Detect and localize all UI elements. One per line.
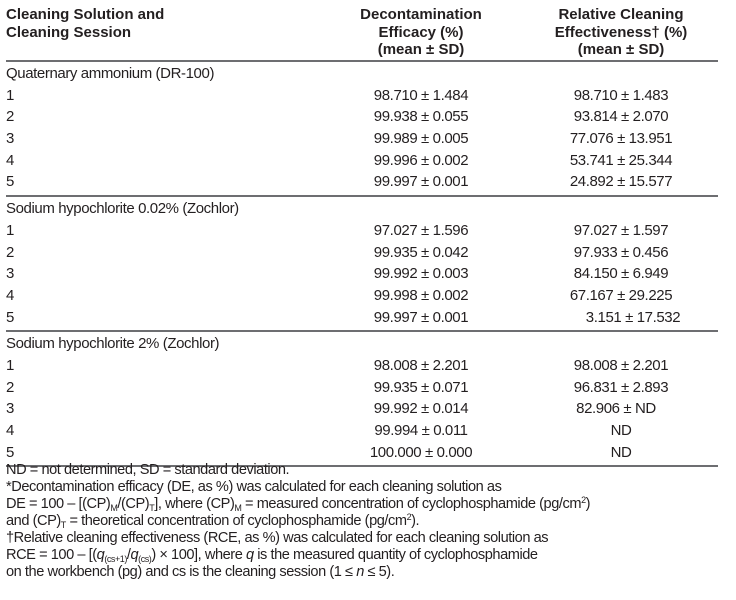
formula-text: RCE = 100 – [(	[6, 547, 97, 563]
header-text: Cleaning Session	[6, 23, 132, 41]
session-cell: 2	[6, 108, 14, 126]
table-row	[6, 377, 718, 399]
de-cell: 99.998 ± 0.002	[373, 286, 469, 304]
formula-text: /	[126, 547, 131, 563]
header-decontamination-efficacy	[316, 6, 526, 59]
table-row	[6, 106, 718, 128]
formula-text: DE = 100 – [(CP)	[6, 496, 111, 512]
header-text: (mean ± SD)	[577, 41, 665, 58]
table-group	[6, 197, 718, 330]
footnote-de-line1: *Decontamination efficacy (DE, as %) was calculated for each cleaning solution as	[6, 479, 502, 495]
table-row	[6, 220, 718, 242]
subscript: M	[110, 503, 118, 513]
table-row	[6, 263, 718, 285]
de-cell: 99.994 ± 0.011	[374, 422, 468, 439]
footnote-abbreviations: ND = not determined, SD = standard deviation.	[6, 462, 290, 478]
variable-n: n	[356, 564, 364, 580]
de-cell: 97.027 ± 1.596	[373, 221, 469, 239]
rce-cell: 24.892 ± 15.577	[569, 173, 673, 191]
session-cell: 3	[6, 400, 14, 418]
formula-text: )	[585, 496, 591, 512]
table-header	[6, 6, 718, 60]
table-row	[6, 85, 718, 107]
formula-text: and (CP)	[6, 513, 61, 529]
header-text: Efficacy (%)	[378, 23, 464, 41]
header-text: Decontamination	[360, 6, 482, 23]
formula-text: is the measured quantity of cyclophosphamide	[253, 547, 538, 563]
session-cell: 5	[6, 308, 14, 326]
table-group	[6, 62, 718, 195]
footnote-de-line2	[6, 496, 730, 513]
session-cell: 3	[6, 130, 14, 148]
formula-text: ) × 100], where	[151, 547, 246, 563]
table-row	[6, 442, 718, 464]
header-text: (mean ± SD)	[377, 41, 465, 58]
formula-text: ).	[411, 513, 420, 529]
superscript: 2	[406, 512, 412, 522]
footnote-de-line3	[6, 513, 730, 530]
session-cell: 4	[6, 286, 14, 304]
rce-cell: 3.151 ± 17.532	[585, 308, 681, 326]
table-row	[6, 307, 718, 329]
formula-text: ], where (CP)	[154, 496, 235, 512]
header-relative-cleaning-effectiveness	[516, 6, 726, 59]
rce-cell: 98.710 ± 1.483	[573, 86, 669, 104]
superscript: 2	[581, 495, 586, 505]
header-text: Effectiveness† (%)	[554, 23, 688, 41]
formula-text: on the workbench (pg) and cs is the cleaning session (1 ≤	[6, 564, 357, 580]
de-cell: 99.935 ± 0.071	[373, 378, 469, 396]
session-cell: 1	[6, 86, 14, 104]
rce-cell: 98.008 ± 2.201	[573, 356, 669, 374]
session-cell: 2	[6, 243, 14, 261]
group-label: Sodium hypochlorite 2% (Zochlor)	[6, 335, 220, 353]
subscript: M	[234, 503, 242, 513]
subscript: (cs+1)	[104, 554, 127, 564]
results-table	[6, 6, 718, 467]
table-row	[6, 150, 718, 172]
subscript: T	[149, 503, 155, 513]
de-cell: 99.938 ± 0.055	[373, 108, 469, 126]
session-cell: 5	[6, 443, 14, 461]
session-cell: 5	[6, 173, 14, 191]
de-cell: 98.008 ± 2.201	[373, 356, 469, 374]
rce-cell: 96.831 ± 2.893	[573, 378, 669, 396]
header-text: Relative Cleaning	[558, 6, 684, 23]
subscript: T	[60, 520, 66, 530]
de-cell: 99.997 ± 0.001	[373, 173, 469, 191]
footnote-rce-line1: †Relative cleaning effectiveness (RCE, as %) was calculated for each cleaning solution as	[6, 530, 549, 546]
de-cell: 99.997 ± 0.001	[373, 308, 469, 326]
formula-text: = measured concentration of cyclophosphamide (pg/cm	[241, 496, 582, 512]
group-label: Sodium hypochlorite 0.02% (Zochlor)	[6, 200, 239, 218]
table-group	[6, 332, 718, 465]
header-cleaning-solution	[6, 6, 164, 41]
de-cell: 99.989 ± 0.005	[373, 130, 469, 148]
formula-text: = theoretical concentration of cyclophosphamide (pg/cm	[65, 513, 407, 529]
variable-q: q	[96, 547, 105, 563]
session-cell: 4	[6, 422, 14, 439]
rce-cell: ND	[610, 443, 632, 461]
de-cell: 100.000 ± 0.000	[369, 443, 473, 461]
formula-text: ≤ 5).	[363, 564, 395, 580]
session-cell: 3	[6, 265, 14, 283]
de-cell: 99.996 ± 0.002	[373, 151, 469, 169]
de-cell: 99.935 ± 0.042	[373, 243, 469, 261]
formula-text: /(CP)	[117, 496, 150, 512]
de-cell: 99.992 ± 0.014	[373, 400, 469, 418]
table-footnotes	[6, 462, 730, 581]
table-row	[6, 171, 718, 193]
rce-cell: 67.167 ± 29.225	[569, 286, 673, 304]
subscript: (cs)	[138, 554, 152, 564]
rce-cell: 93.814 ± 2.070	[573, 108, 669, 126]
de-cell: 98.710 ± 1.484	[373, 86, 469, 104]
session-cell: 1	[6, 221, 14, 239]
rce-cell: ND	[610, 422, 632, 439]
variable-q: q	[245, 547, 254, 563]
table-row	[6, 355, 718, 377]
rce-cell: 84.150 ± 6.949	[573, 265, 669, 283]
rce-cell: 82.906 ± ND	[576, 400, 656, 418]
table-row	[6, 285, 718, 307]
table-row	[6, 128, 718, 150]
header-text: Cleaning Solution and	[6, 6, 165, 23]
session-cell: 4	[6, 151, 14, 169]
table-row	[6, 398, 718, 420]
rce-cell: 77.076 ± 13.951	[569, 130, 673, 148]
session-cell: 2	[6, 378, 14, 396]
variable-q: q	[130, 547, 139, 563]
de-cell: 99.992 ± 0.003	[373, 265, 469, 283]
rce-cell: 97.933 ± 0.456	[573, 243, 669, 261]
group-label: Quaternary ammonium (DR-100)	[6, 65, 215, 82]
session-cell: 1	[6, 356, 14, 374]
table-row	[6, 242, 718, 264]
rce-cell: 53.741 ± 25.344	[569, 151, 673, 169]
footnote-rce-line2	[6, 547, 730, 564]
footnote-rce-line3	[6, 564, 730, 581]
rce-cell: 97.027 ± 1.597	[573, 221, 669, 239]
table-row	[6, 420, 718, 442]
